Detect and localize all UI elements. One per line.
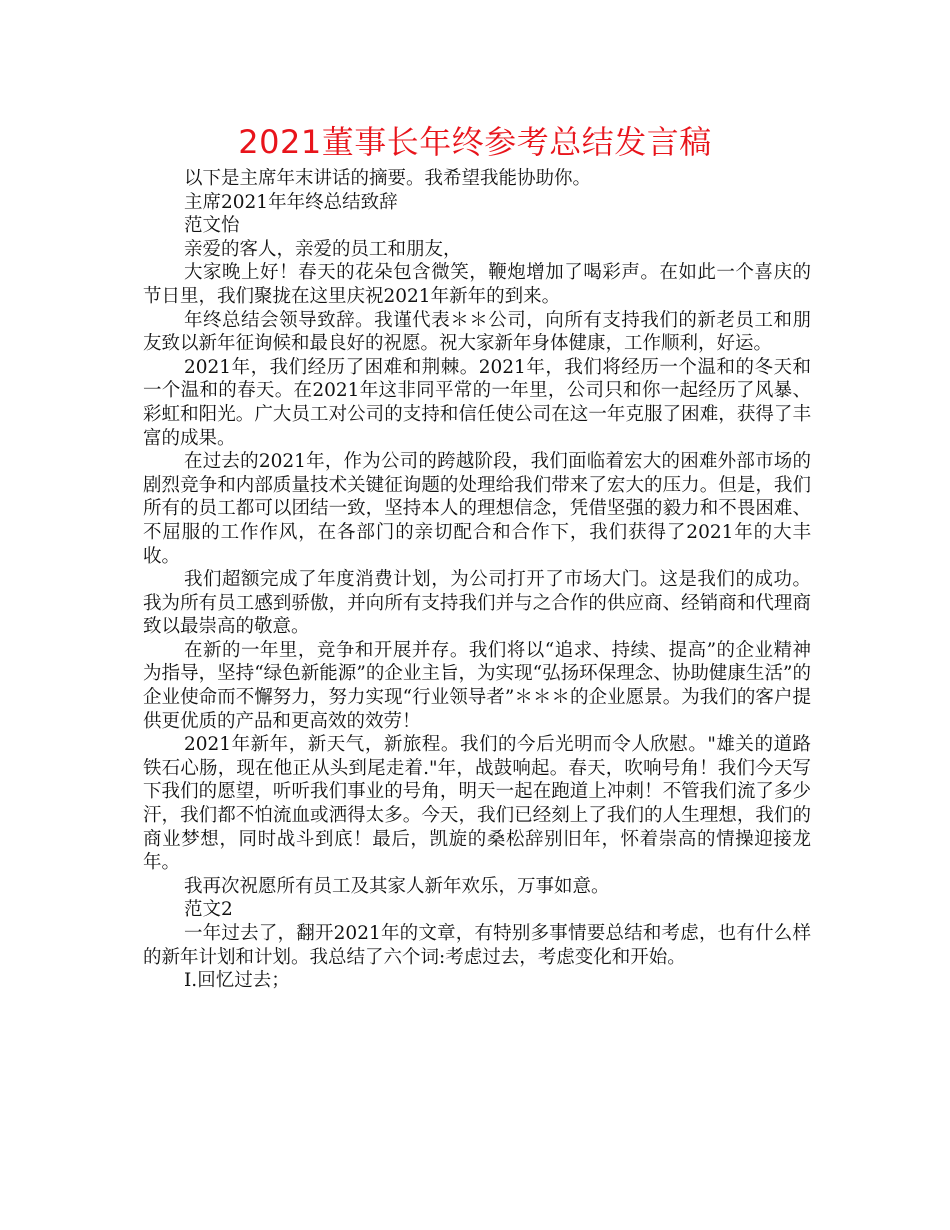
paragraph: 大家晚上好！春天的花朵包含微笑，鞭炮增加了喝彩声。在如此一个喜庆的节日里，我们聚拢在这里庆祝2021年新年的到来。 <box>143 262 811 307</box>
document-body <box>143 167 811 993</box>
paragraph: 主席2021年年终总结致辞 <box>184 191 398 213</box>
paragraph: 我们超额完成了年度消费计划，为公司打开了市场大门。这是我们的成功。我为所有员工感到骄傲，并向所有支持我们并与之合作的供应商、经销商和代理商致以最崇高的敬意。 <box>143 569 811 638</box>
paragraph: 以下是主席年末讲话的摘要。我希望我能协助你。 <box>184 168 592 189</box>
paragraph: 我再次祝愿所有员工及其家人新年欢乐，万事如意。 <box>184 875 610 897</box>
paragraph: 范文2 <box>184 899 233 921</box>
paragraph: Ⅰ.回忆过去； <box>184 970 290 992</box>
paragraph: 年终总结会领导致辞。我谨代表＊＊公司，向所有支持我们的新老员工和朋友致以新年征询候和最良好的祝愿。祝大家新年身体健康，工作顺利，好运。 <box>143 309 811 355</box>
paragraph: 亲爱的客人，亲爱的员工和朋友， <box>184 238 462 260</box>
document-title: 2021董事长年终参考总结发言稿 <box>238 123 712 161</box>
paragraph: 2021年，我们经历了困难和荆棘。2021年，我们将经历一个温和的冬天和一个温和的春天。在2021年这非同平常的一年里，公司只和你一起经历了风暴、彩虹和阳光。广大员工对公司的支持和信任使公司在这一年克服了困难，获得了丰富的成果。 <box>143 356 811 449</box>
paragraph: 2021年新年，新天气，新旅程。我们的今后光明而令人欣慰。"雄关的道路铁石心肠，现在他正从头到尾走着."年，战鼓响起。春天，吹响号角！我们今天写下我们的愿望，听听我们事业的号角，明天一起在跑道上冲刺！不管我们流了多少汗，我们都不怕流血或洒得太多。今天，我们已经刻上了我们的人生理想，我们的商业梦想，同时战斗到底！最后，凯旋的桑松辞别旧年，怀着崇高的情操迎接龙年。 <box>143 734 811 874</box>
paragraph: 在过去的2021年，作为公司的跨越阶段，我们面临着宏大的困难外部市场的剧烈竞争和内部质量技术关键征询题的处理给我们带来了宏大的压力。但是，我们所有的员工都可以团结一致，坚持本人的理想信念，凭借坚强的毅力和不畏困难、不屈服的工作作风，在各部门的亲切配合和合作下，我们获得了2021年的大丰收。 <box>143 451 811 567</box>
paragraph: 范文怡 <box>184 215 240 237</box>
paragraph: 一年过去了，翻开2021年的文章，有特别多事情要总结和考虑，也有什么样的新年计划和计划。我总结了六个词:考虑过去，考虑变化和开始。 <box>143 923 811 968</box>
paragraph: 在新的一年里，竞争和开展并存。我们将以“追求、持续、提高”的企业精神为指导，坚持“绿色新能源”的企业主旨，为实现“弘扬环保理念、协助健康生活”的企业使命而不懈努力，努力实现“行业领导者”＊＊＊的企业愿景。为我们的客户提供更优质的产品和更高效的效劳！ <box>143 639 811 732</box>
